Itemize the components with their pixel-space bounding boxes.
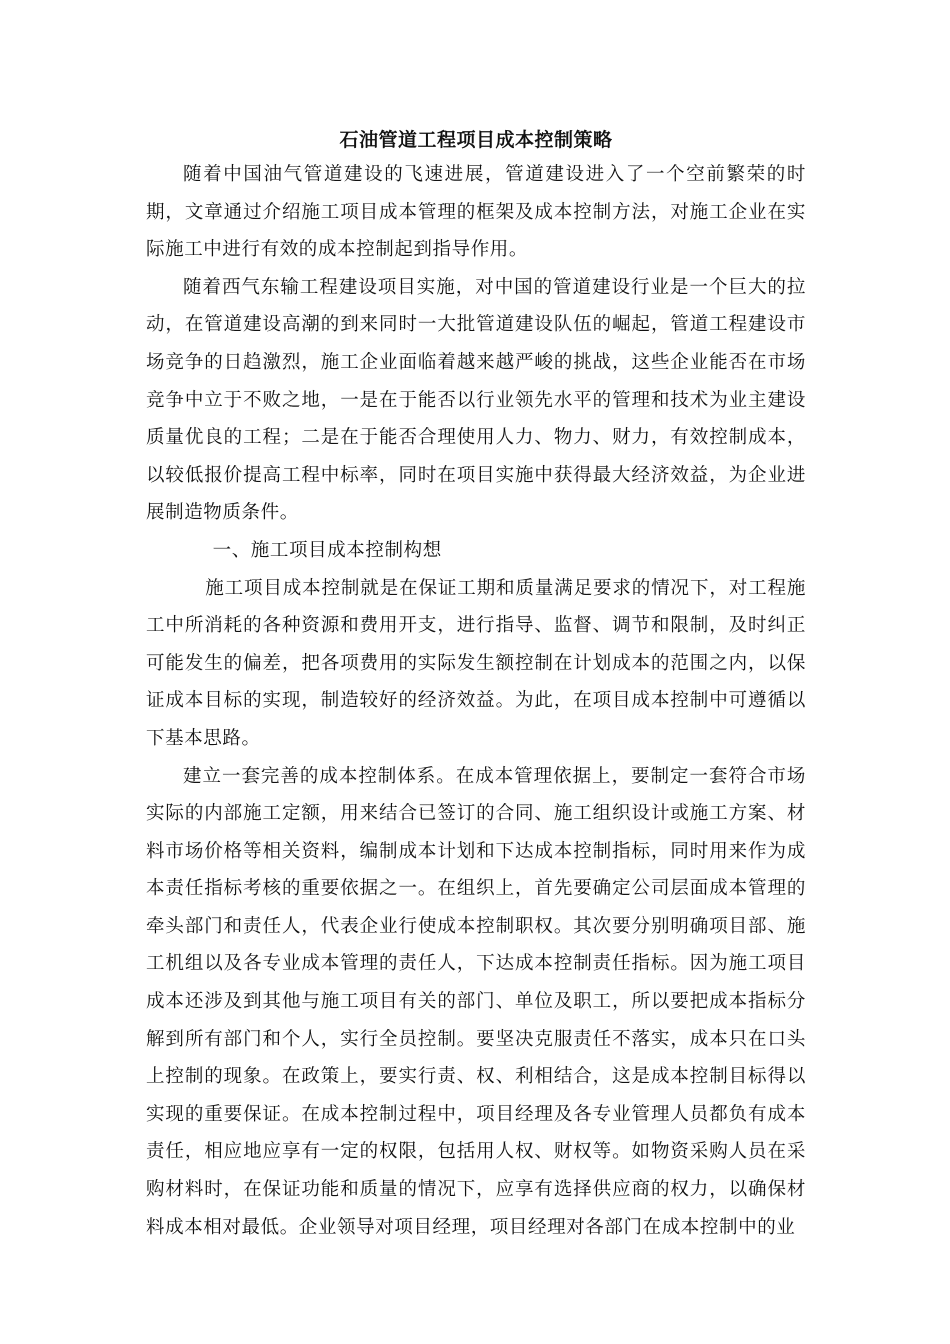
paragraph-intro: 随着中国油气管道建设的飞速进展，管道建设进入了一个空前繁荣的时期，文章通过介绍施工项目成本管理的框架及成本控制方法，对施工企业在实际施工中进行有效的成本控制起到指导作用。 <box>146 164 806 261</box>
paragraph-control-system: 建立一套完善的成本控制体系。在成本管理依据上，要制定一套符合市场实际的内部施工定额，用来结合已签订的合同、施工组织设计或施工方案、材料市场价格等相关资料，编制成本计划和下达成本控制指标，同时用来作为成本责任指标考核的重要依据之一。在组织上，首先要确定公司层面成本管理的牵头部门和责任人，代表企业行使成本控制职权。其次要分别明确项目部、施工机组以及各专业成本管理的责任人，下达成本控制责任指标。因为施工项目成本还涉及到其他与施工项目有关的部门、单位及职工，所以要把成本指标分解到所有部门和个人，实行全员控制。要坚决克服责任不落实，成本只在口头上控制的现象。在政策上，要实行责、权、利相结合，这是成本控制目标得以实现的重要保证。在成本控制过程中，项目经理及各专业管理人员都负有成本责任，相应地应享有一定的权限，包括用人权、财权等。如物资采购人员在采购材料时，在保证功能和质量的情况下，应享有选择供应商的权力，以确保材料成本相对最低。企业领导对项目经理，项目经理对各部门在成本控制中的业 <box>146 765 806 1238</box>
paragraph-section-1: 施工项目成本控制就是在保证工期和质量满足要求的情况下，对工程施工中所消耗的各种资源和费用开支，进行指导、监督、调节和限制，及时纠正可能发生的偏差，把各项费用的实际发生额控制在计划成本的范围之内，以保证成本目标的实现，制造较好的经济效益。为此，在项目成本控制中可遵循以下基本思路。 <box>146 577 806 749</box>
section-heading-1: 一、施工项目成本控制构想 <box>212 539 442 561</box>
document-body <box>146 124 806 1246</box>
paragraph-background: 随着西气东输工程建设项目实施，对中国的管道建设行业是一个巨大的拉动，在管道建设高潮的到来同时一大批管道建设队伍的崛起，管道工程建设市场竞争的日趋激烈，施工企业面临着越来越严峻的挑战，这些企业能否在市场竞争中立于不败之地，一是在于能否以行业领先水平的管理和技术为业主建设质量优良的工程；二是在于能否合理使用人力、物力、财力，有效控制成本，以较低报价提高工程中标率，同时在项目实施中获得最大经济效益，为企业进展制造物质条件。 <box>146 276 806 524</box>
document-title: 石油管道工程项目成本控制策略 <box>339 129 613 151</box>
